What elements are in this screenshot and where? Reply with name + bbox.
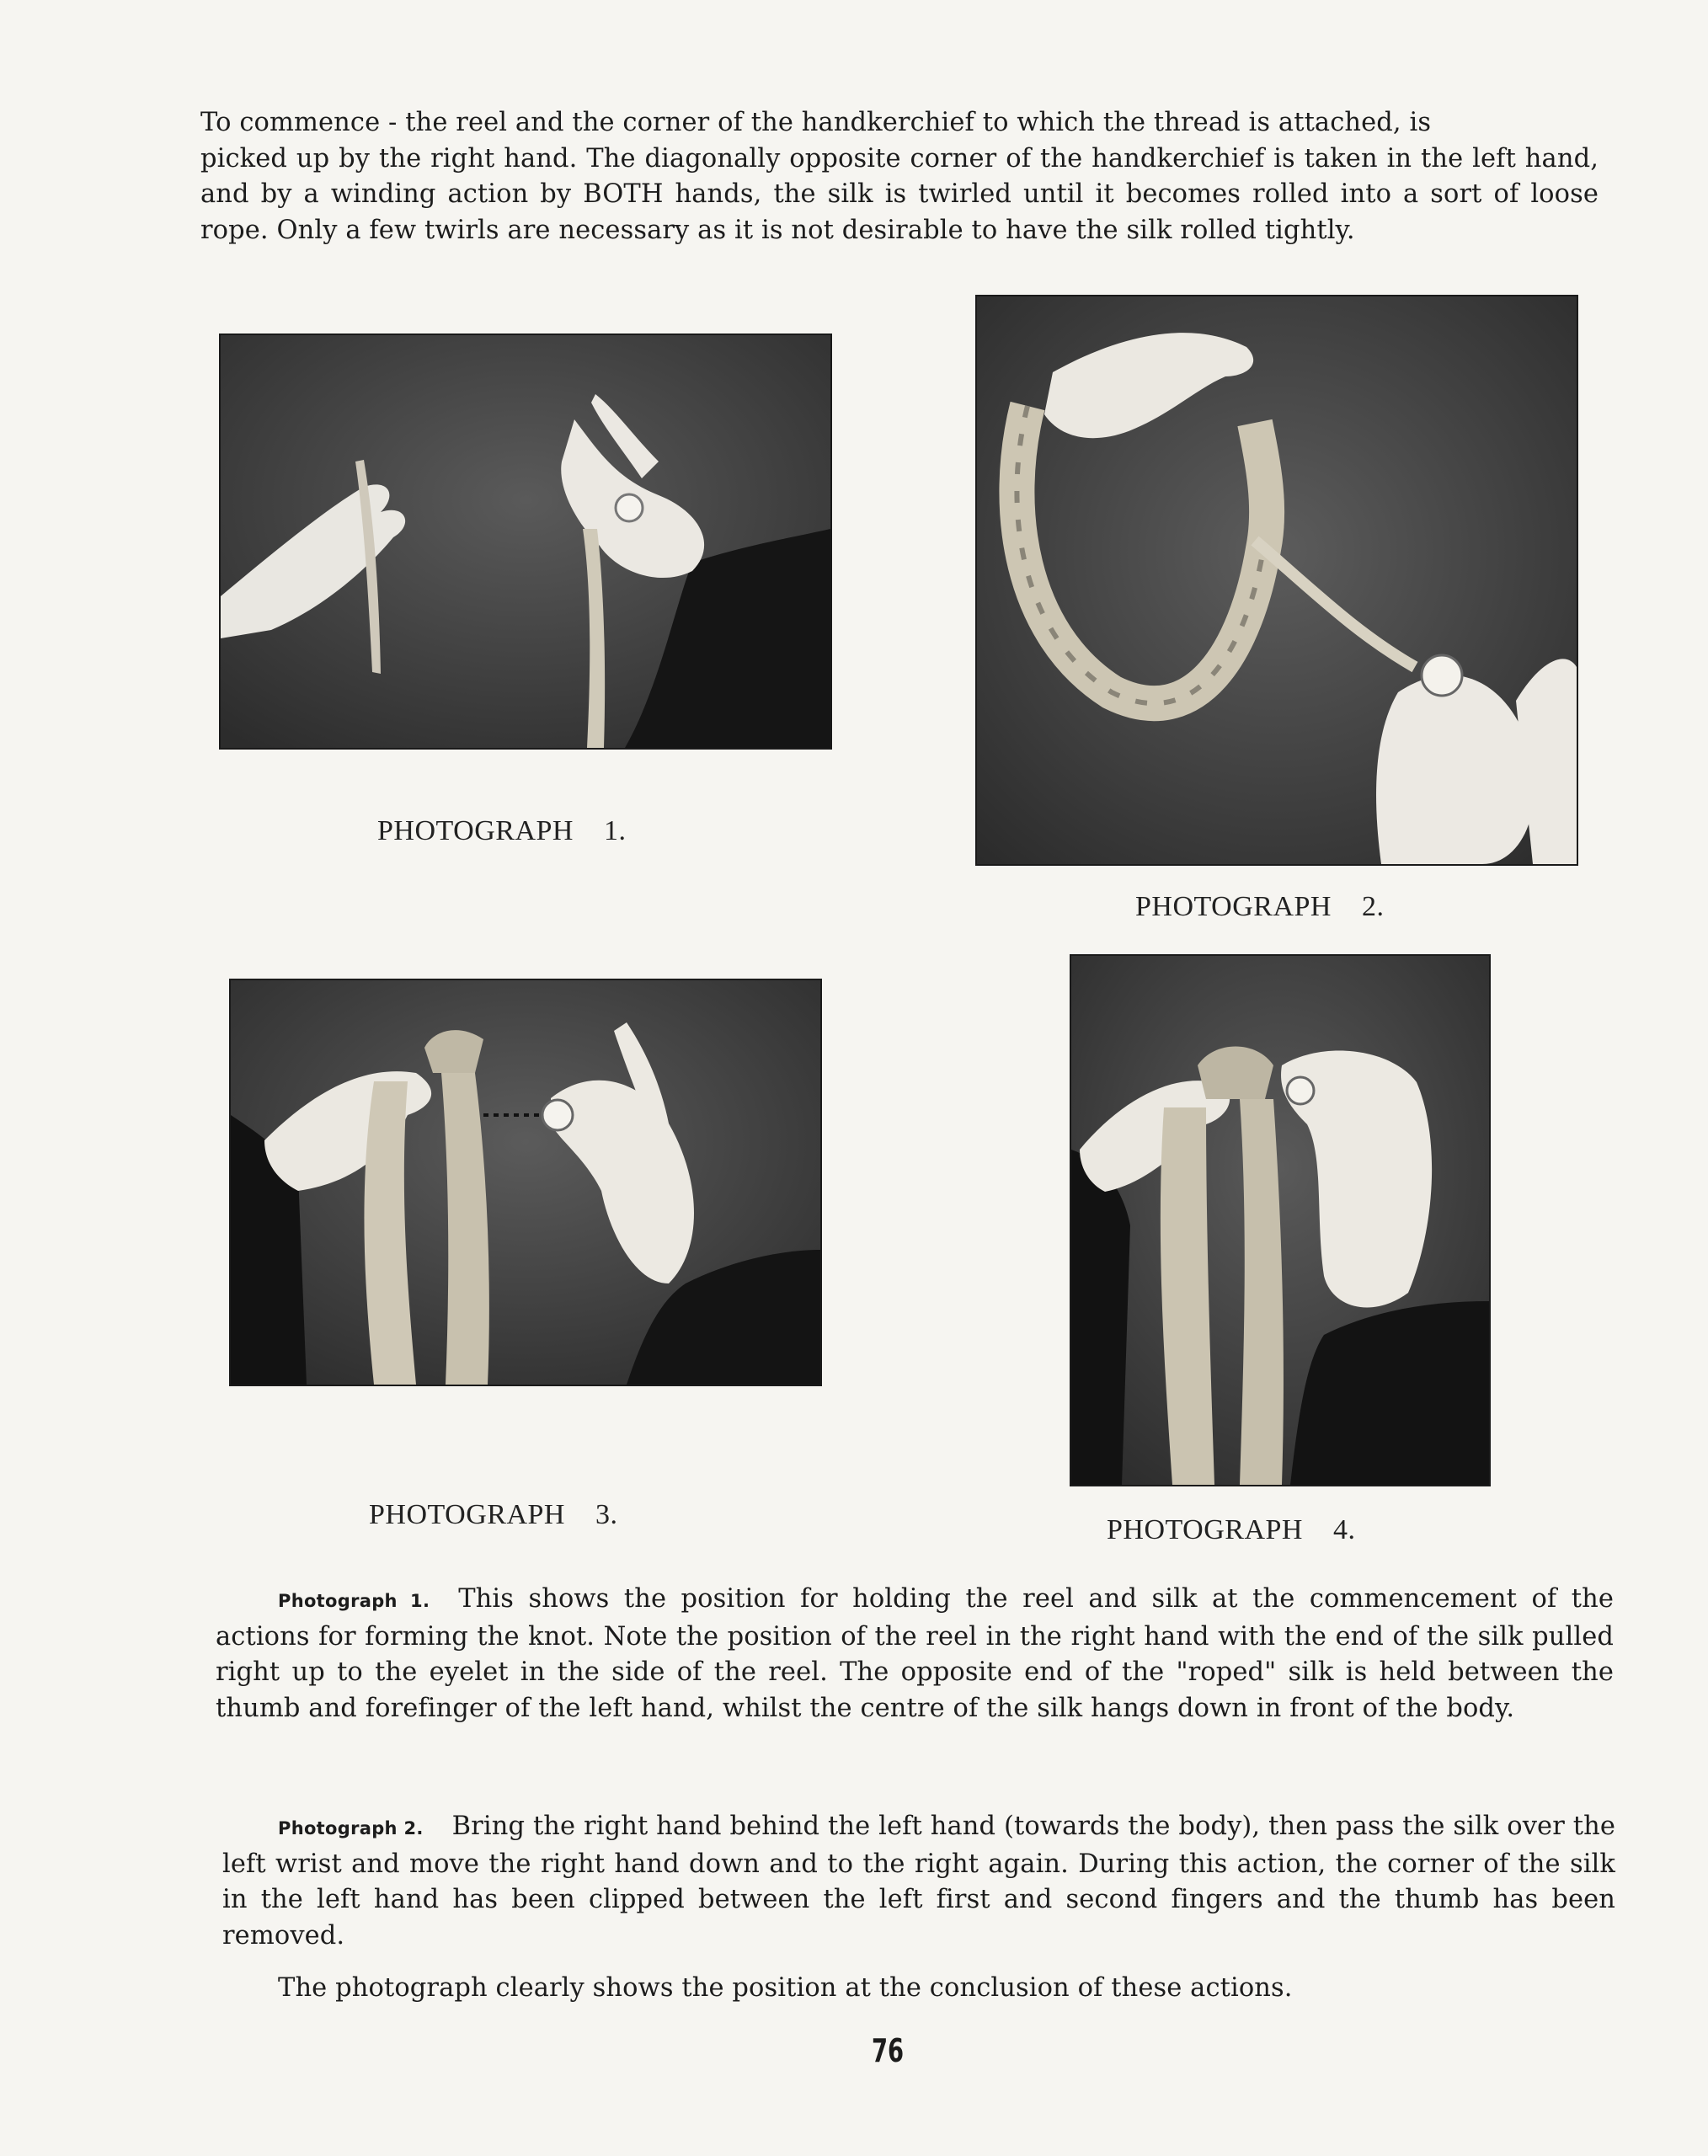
photograph-1 — [219, 334, 832, 750]
photograph-1-caption: PHOTOGRAPH 1. — [377, 815, 627, 846]
photograph-2-caption: PHOTOGRAPH 2. — [1135, 891, 1385, 922]
photograph-2-text: Bring the right hand behind the left hand (towards the body), then pass the silk over the left wrist and move the right hand down and to the right again. During this action, the corner of the silk in the left hand has been clipped between the left first and second fingers and the thumb has been removed. — [222, 1812, 1615, 1951]
photograph-4-caption: PHOTOGRAPH 4. — [1107, 1514, 1356, 1545]
photograph-3-caption: PHOTOGRAPH 3. — [369, 1499, 618, 1530]
conclusion-paragraph — [278, 1971, 1541, 2007]
photograph-3 — [229, 979, 822, 1386]
photograph-2-label: Photograph 2. — [278, 1818, 424, 1838]
photograph-1-text: This shows the position for holding the reel and silk at the commencement of the actions for forming the knot. Note the position of the reel in the right hand with the end of the silk pulled right up to the eyelet in the side of the reel. The opposite end of the "roped" silk is held between the thumb and forefinger of the left hand, whilst the centre of the silk hangs down in front of the body. — [216, 1584, 1614, 1723]
conclusion-text: The photograph clearly shows the position at the conclusion of these actions. — [278, 1973, 1293, 2003]
photograph-1-label: Photograph 1. — [278, 1591, 430, 1611]
intro-body-text: picked up by the right hand. The diagonally opposite corner of the handkerchief is taken in the left hand, and by a winding action by BOTH hands, the silk is twirled until it becomes rolled into a sort of loose rope. Only a few twirls are necessary as it is not desirable to have the silk rolled tightly. — [200, 143, 1599, 245]
page-number: 76 — [871, 2032, 905, 2069]
intro-first-line: To commence - the reel and the corner of the handkerchief to which the thread is attached, is — [200, 108, 1432, 137]
photograph-2-description — [222, 1809, 1615, 1954]
photograph-1-description — [216, 1582, 1614, 1726]
photograph-2 — [975, 295, 1578, 866]
intro-paragraph — [200, 105, 1599, 248]
photograph-4 — [1070, 954, 1491, 1486]
